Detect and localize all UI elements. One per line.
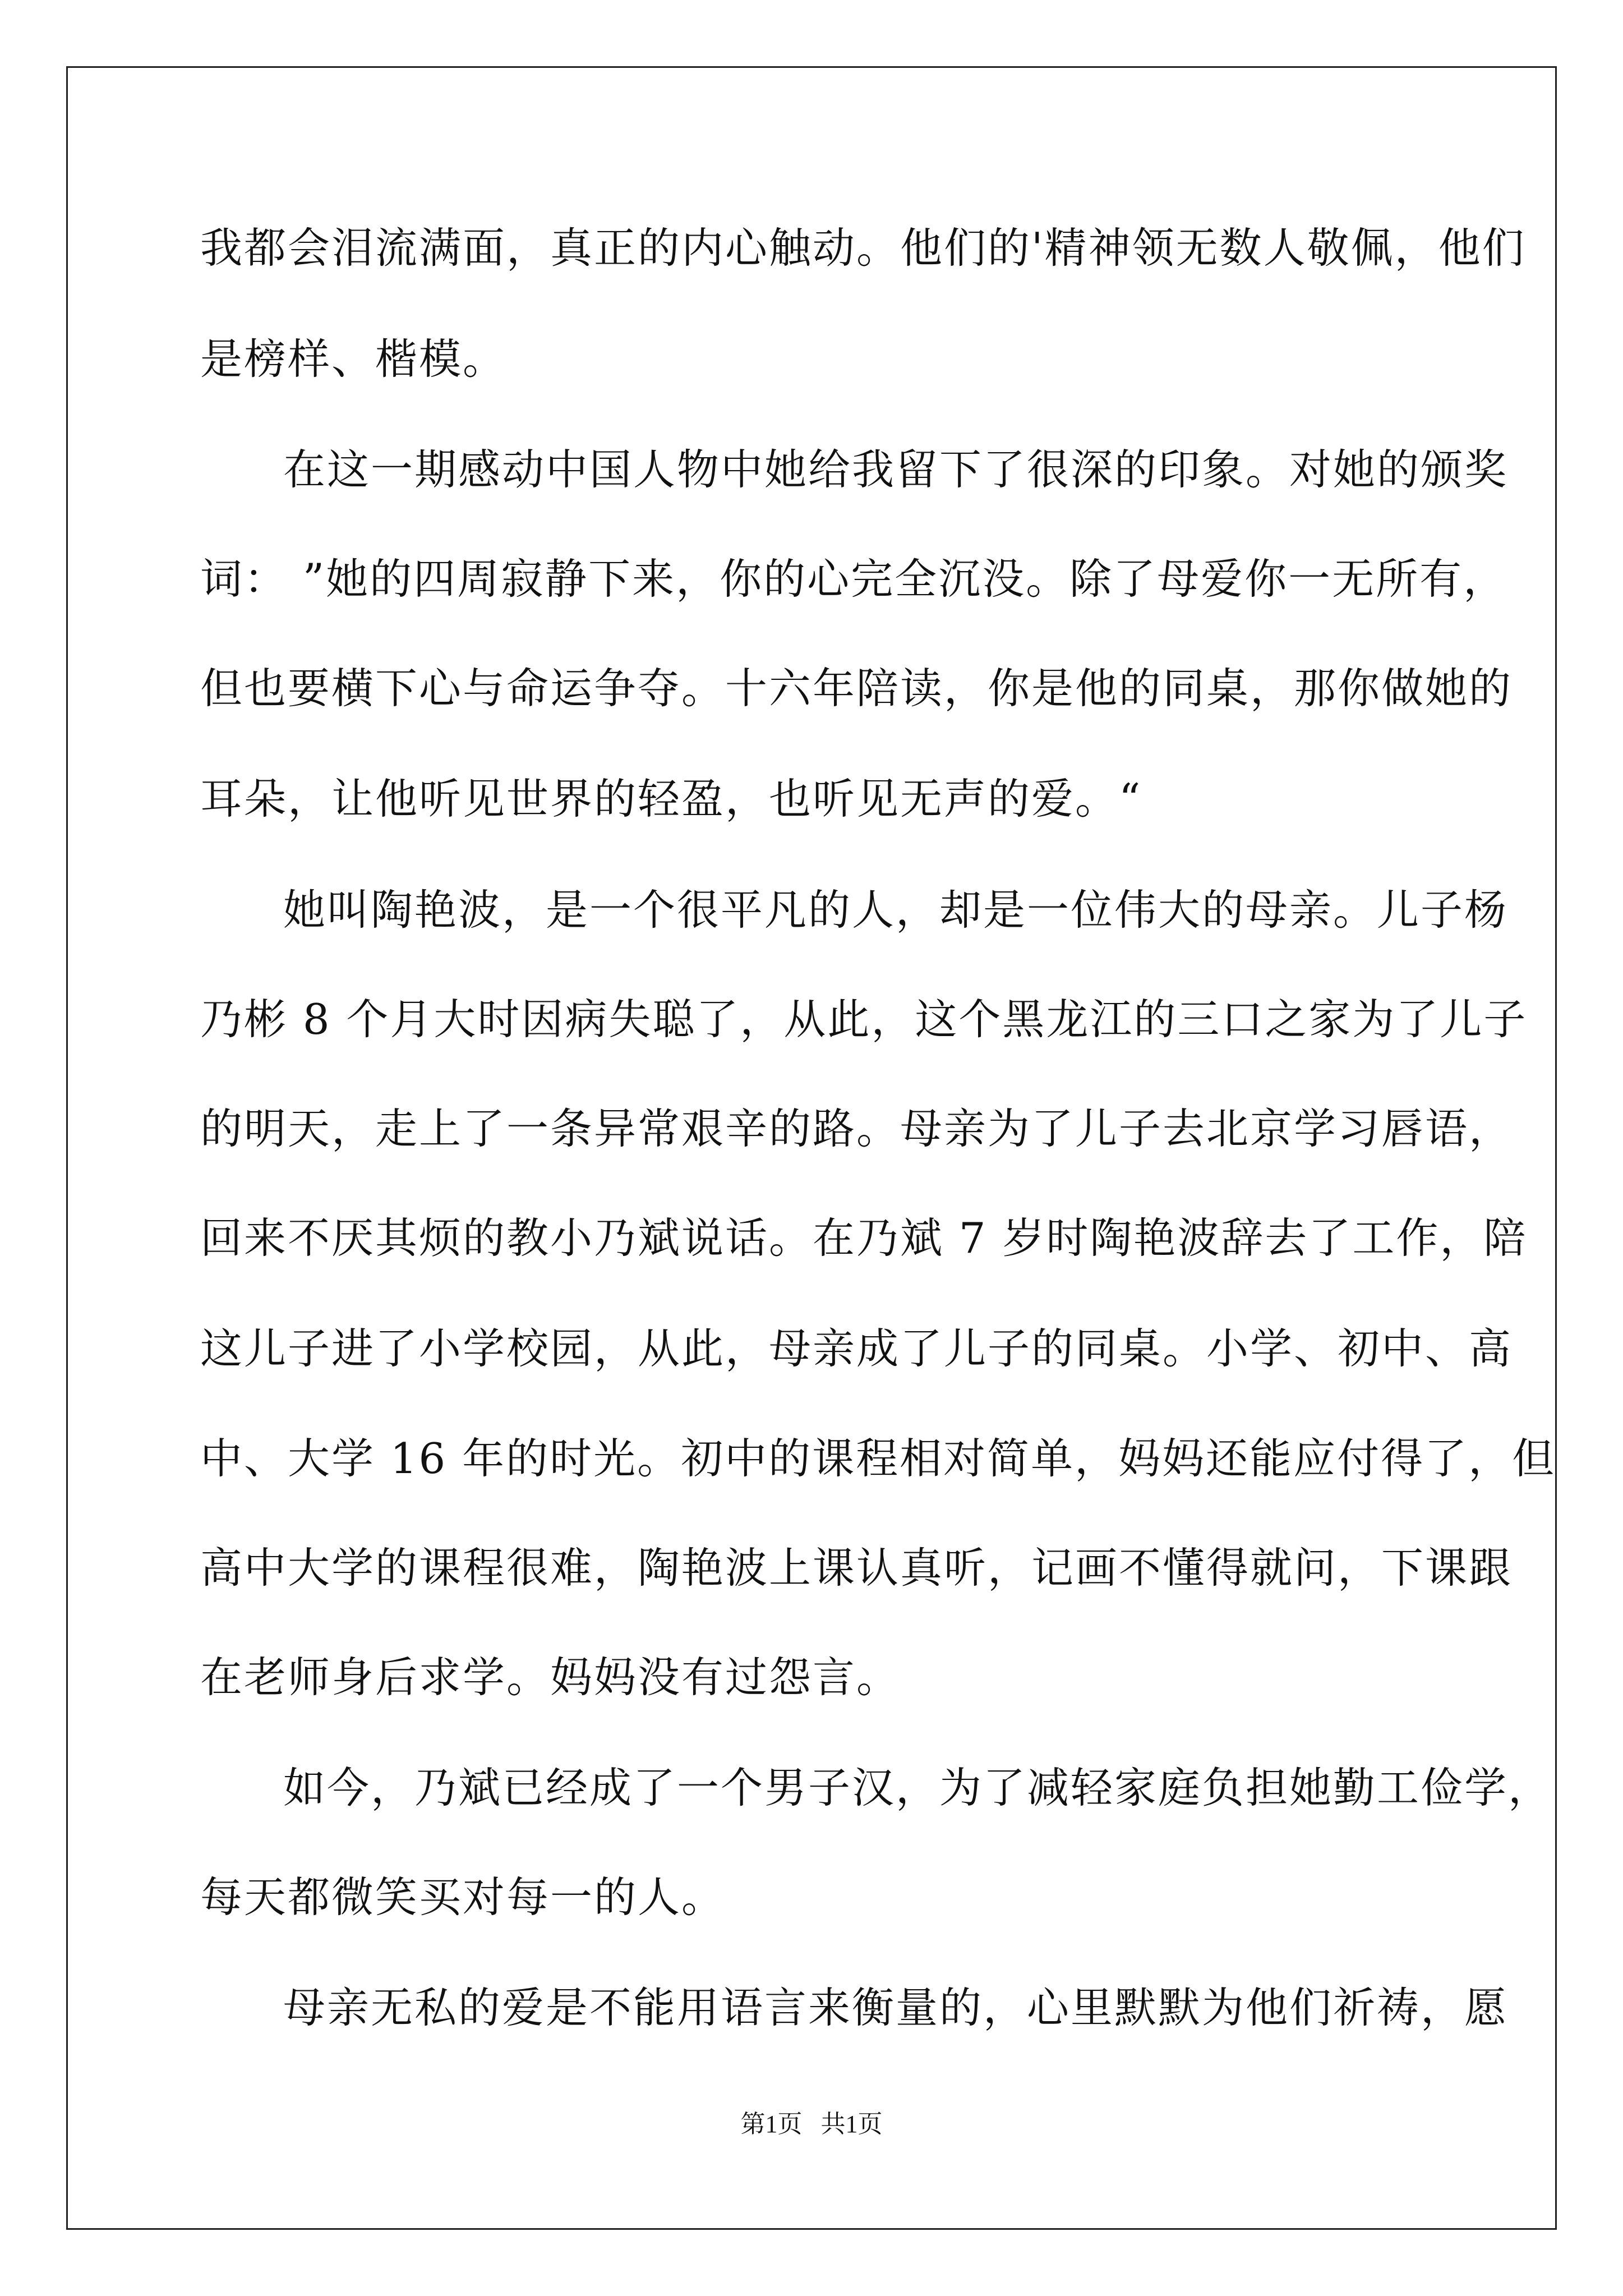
text-line: 乃彬 8 个月大时因病失聪了，从此，这个黑龙江的三口之家为了儿子: [200, 995, 1528, 1044]
text-line: 的明天，走上了一条异常艰辛的路。母亲为了儿子去北京学习唇语，: [200, 1104, 1513, 1153]
text-line: 在这一期感动中国人物中她给我留下了很深的印象。对她的颁奖: [283, 445, 1509, 494]
text-line: 高中大学的课程很难，陶艳波上课认真听，记画不懂得就问，下课跟: [200, 1543, 1513, 1593]
text-line: 回来不厌其烦的教小乃斌说话。在乃斌 7 岁时陶艳波辞去了工作，陪: [200, 1213, 1528, 1263]
text-line: 这儿子进了小学校园，从此，母亲成了儿子的同桌。小学、初中、高: [200, 1324, 1513, 1373]
text-line: 但也要横下心与命运争夺。十六年陪读，你是他的同桌，那你做她的: [200, 664, 1513, 713]
text-line: 我都会泪流满面，真正的内心触动。他们的'精神领无数人敬佩，他们: [200, 223, 1526, 273]
text-line: 是榜样、楷模。: [200, 334, 507, 384]
text-line: 如今，乃斌已经成了一个男子汉，为了减轻家庭负担她勤工俭学，: [283, 1763, 1552, 1812]
text-line: 耳朵，让他听见世界的轻盈，也听见无声的爱。“: [200, 774, 1142, 823]
text-line: 中、大学 16 年的时光。初中的课程相对简单，妈妈还能应付得了，但: [200, 1434, 1556, 1483]
text-line: 她叫陶艳波，是一个很平凡的人，却是一位伟大的母亲。儿子杨: [283, 885, 1509, 935]
text-line: 词： ”她的四周寂静下来，你的心完全沉没。除了母爱你一无所有，: [200, 554, 1507, 604]
text-line: 每天都微笑买对每一的人。: [200, 1872, 726, 1922]
text-line: 母亲无私的爱是不能用语言来衡量的，心里默默为他们祈祷，愿: [283, 1983, 1509, 2032]
text-line: 在老师身后求学。妈妈没有过怨言。: [200, 1653, 901, 1702]
page-footer: 第1页 共1页: [740, 2110, 883, 2138]
